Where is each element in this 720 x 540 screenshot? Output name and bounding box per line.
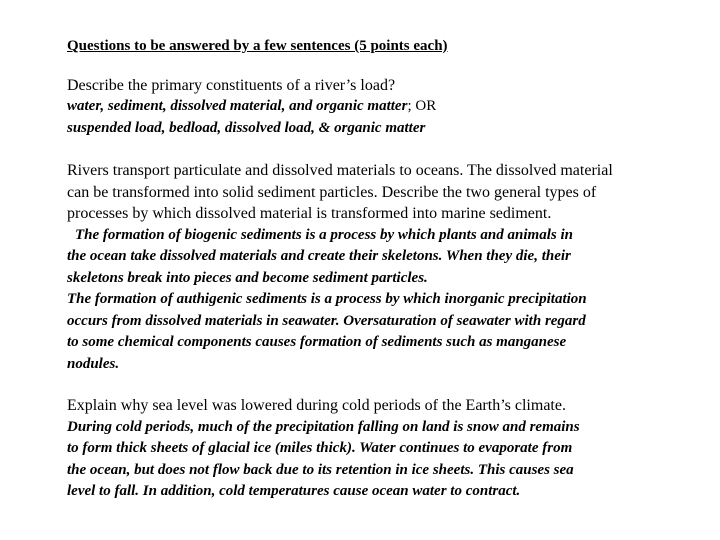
question-1-answer-alt: suspended load, bedload, dissolved load, & organic matter bbox=[67, 119, 426, 136]
question-1 bbox=[67, 75, 707, 140]
question-2-answer-line: to some chemical components causes formation of sediments such as manganese bbox=[67, 334, 567, 350]
document-page bbox=[67, 36, 707, 503]
question-2-answer-line: nodules. bbox=[67, 355, 120, 372]
question-3-answer-line: level to fall. In addition, cold temperatures cause ocean water to contract. bbox=[67, 483, 521, 499]
question-2-line: processes by which dissolved material is transformed into marine sediment. bbox=[67, 205, 552, 222]
question-3-text: Explain why sea level was lowered during cold periods of the Earth’s climate. bbox=[67, 397, 566, 414]
question-2 bbox=[67, 160, 707, 375]
question-3 bbox=[67, 395, 707, 503]
answer-italic-text: water, sediment, dissolved material, and organic matter bbox=[67, 98, 408, 114]
answer-plain-text: ; OR bbox=[407, 98, 437, 114]
question-2-answer-line: skeletons break into pieces and become sediment particles. bbox=[67, 269, 428, 286]
question-3-answer-line: to form thick sheets of glacial ice (miles thick). Water continues to evaporate from bbox=[67, 440, 573, 456]
question-3-answer-line: the ocean, but does not flow back due to its retention in ice sheets. This causes sea bbox=[67, 461, 574, 478]
question-1-text: Describe the primary constituents of a river’s load? bbox=[67, 76, 396, 94]
question-3-answer-line: During cold periods, much of the precipitation falling on land is snow and remains bbox=[67, 418, 580, 435]
question-2-line: can be transformed into solid sediment particles. Describe the two general types of bbox=[67, 183, 597, 201]
question-2-line: Rivers transport particulate and dissolved materials to oceans. The dissolved material bbox=[67, 162, 613, 179]
question-2-answer-line: The formation of biogenic sediments is a process by which plants and animals in bbox=[75, 226, 573, 243]
question-2-answer-line: the ocean take dissolved materials and create their skeletons. When they die, their bbox=[67, 248, 571, 264]
question-1-answer-line bbox=[67, 96, 707, 118]
question-2-answer-line: occurs from dissolved materials in seawater. Oversaturation of seawater with regard bbox=[67, 312, 586, 329]
section-heading: Questions to be answered by a few sentences (5 points each) bbox=[67, 38, 448, 54]
question-2-answer-line: The formation of authigenic sediments is a process by which inorganic precipitation bbox=[67, 291, 587, 307]
